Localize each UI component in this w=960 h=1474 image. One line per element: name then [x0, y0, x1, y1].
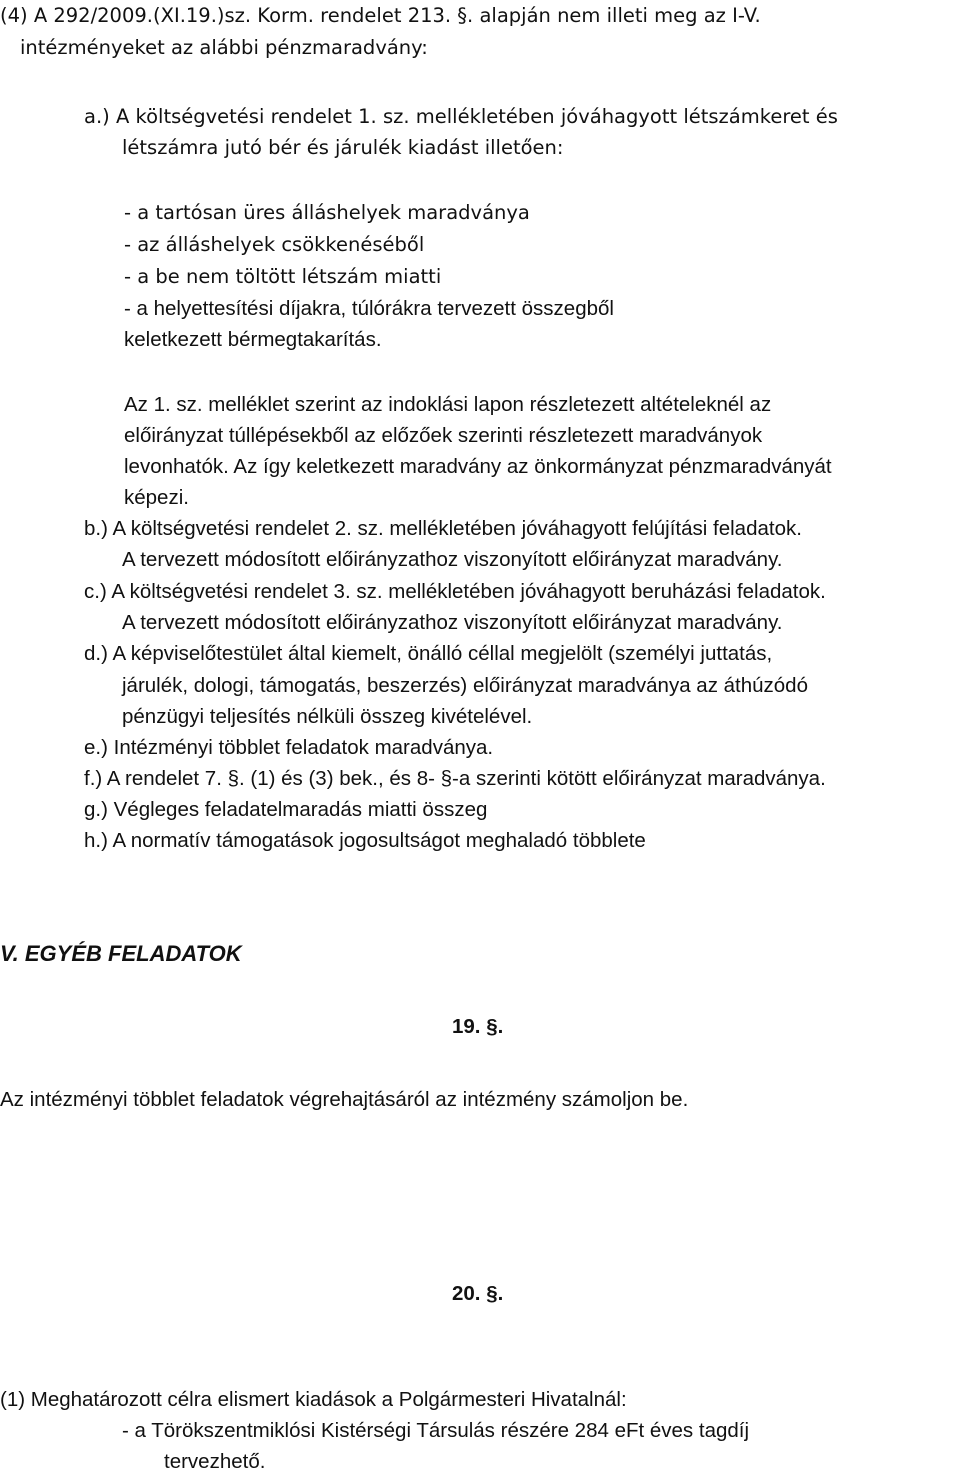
item-a-line-1: a.) A költségvetési rendelet 1. sz. mellékletében jóváhagyott létszámkeret és	[84, 105, 838, 128]
section-20-bullet: - a Törökszentmiklósi Kistérségi Társulás részére 284 eFt éves tagdíj	[122, 1419, 750, 1442]
paragraph-4-line-2: intézményeket az alábbi pénzmaradvány:	[20, 36, 428, 59]
paragraph-4-line-1: (4) A 292/2009.(XI.19.)sz. Korm. rendelet 213. §. alapján nem illeti meg az I-V.	[0, 4, 761, 27]
item-f: f.) A rendelet 7. §. (1) és (3) bek., és 8- §-a szerinti kötött előirányzat maradványa.	[84, 767, 826, 790]
item-c-line-1: c.) A költségvetési rendelet 3. sz. mellékletében jóváhagyott beruházási feladatok.	[84, 580, 826, 603]
bullet-continuation: keletkezett bérmegtakarítás.	[124, 328, 382, 351]
bullet-item: - a helyettesítési díjakra, túlórákra tervezett összegből	[124, 297, 614, 320]
item-d-line-2: járulék, dologi, támogatás, beszerzés) előirányzat maradványa az áthúzódó	[122, 674, 808, 697]
section-20-number: 20. §.	[452, 1282, 504, 1305]
section-20-bullet-continuation: tervezhető.	[164, 1450, 266, 1473]
section-19-text: Az intézményi többlet feladatok végrehajtásáról az intézmény számoljon be.	[0, 1088, 689, 1111]
bullet-item: - az álláshelyek csökkenéséből	[124, 233, 425, 256]
item-b-line-2: A tervezett módosított előirányzathoz viszonyított előirányzat maradvány.	[122, 548, 783, 571]
item-e: e.) Intézményi többlet feladatok maradványa.	[84, 736, 494, 759]
item-h: h.) A normatív támogatások jogosultságot meghaladó többlete	[84, 829, 646, 852]
item-a-line-2: létszámra jutó bér és járulék kiadást illetően:	[122, 136, 564, 159]
paragraph-line: Az 1. sz. melléklet szerint az indoklási lapon részletezett altételeknél az	[124, 393, 772, 416]
item-c-line-2: A tervezett módosított előirányzathoz viszonyított előirányzat maradvány.	[122, 611, 783, 634]
section-19-number: 19. §.	[452, 1015, 504, 1038]
item-d-line-1: d.) A képviselőtestület által kiemelt, önálló céllal megjelölt (személyi juttatás,	[84, 642, 773, 665]
bullet-item: - a tartósan üres álláshelyek maradványa	[124, 201, 530, 224]
section-heading: V. EGYÉB FELADATOK	[0, 941, 242, 966]
section-20-text: (1) Meghatározott célra elismert kiadások a Polgármesteri Hivatalnál:	[0, 1388, 627, 1411]
item-b-line-1: b.) A költségvetési rendelet 2. sz. mellékletében jóváhagyott felújítási feladatok.	[84, 517, 802, 540]
item-g: g.) Végleges feladatelmaradás miatti összeg	[84, 798, 488, 821]
paragraph-line: előirányzat túllépésekből az előzőek szerinti részletezett maradványok	[124, 424, 763, 447]
item-d-line-3: pénzügyi teljesítés nélküli összeg kivételével.	[122, 705, 533, 728]
paragraph-line: levonhatók. Az így keletkezett maradvány az önkormányzat pénzmaradványát	[124, 455, 832, 478]
paragraph-line: képezi.	[124, 486, 189, 509]
bullet-item: - a be nem töltött létszám miatti	[124, 265, 442, 288]
